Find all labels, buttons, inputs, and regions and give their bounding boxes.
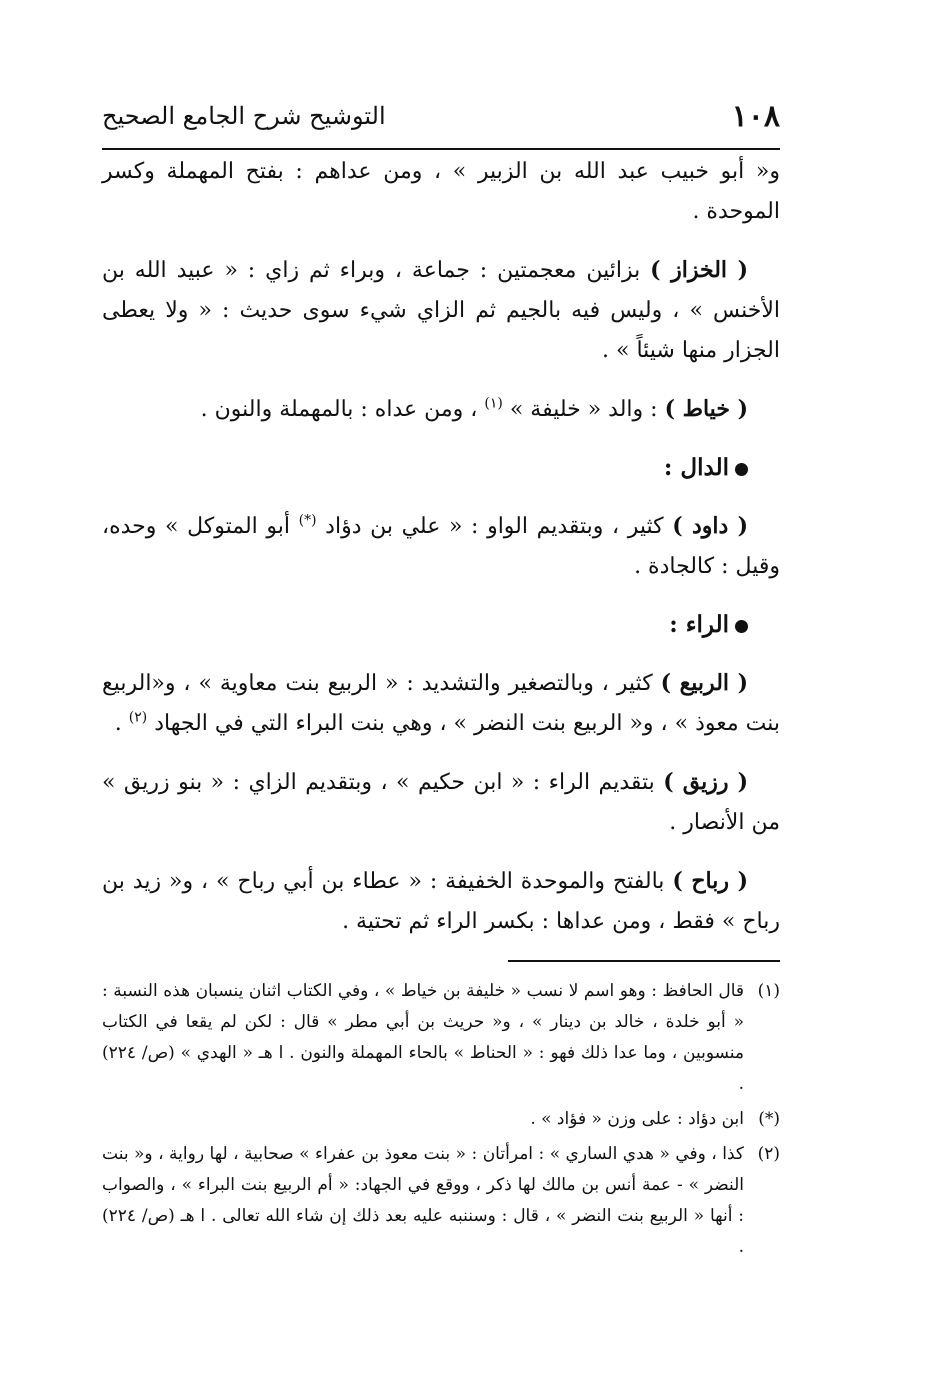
paragraph: و« أبو خبيب عبد الله بن الزبير » ، ومن عداهم : بفتح المهملة وكسر الموحدة . xyxy=(102,159,780,224)
footnote-mark: (١) xyxy=(757,981,780,1001)
footnote xyxy=(102,1104,780,1135)
footnote-text: كذا ، وفي « هدي الساري » : امرأتان : « بنت معوذ بن عفراء » صحابية ، لها رواية ، و« بنت النضر » - عمة أنس بن مالك لها ذكر ، ووقع في الجهاد: « أم الربيع بنت البراء » ، والصواب : أنها « الربيع بنت النضر » ، قال : وسننبه عليه بعد ذلك إن شاء الله تعالى . ا هـ (ص/ ٢٢٤) . xyxy=(102,1144,744,1257)
footnote-ref: (٢) xyxy=(128,709,148,726)
heading-label: الدال : xyxy=(663,454,729,481)
entry-term: ( الربيع ) xyxy=(660,670,749,696)
footnote xyxy=(102,976,780,1100)
footnotes xyxy=(102,976,780,1267)
footnote-mark: (*) xyxy=(758,1109,780,1129)
page-header xyxy=(102,92,780,140)
footnote-mark: (٢) xyxy=(757,1144,780,1164)
paragraph-ruzayq xyxy=(102,762,780,843)
entry-text: . xyxy=(114,711,129,736)
entry-text: بالفتح والموحدة الخفيفة : « عطاء بن أبي رباح » ، و« زيد بن رباح » فقط ، ومن عداها : بكسر الراء ثم تحتية . xyxy=(102,869,780,934)
section-heading-ra xyxy=(102,605,780,645)
entry-text: أبو المتوكل » وحده، وقيل : كالجادة . xyxy=(102,514,780,579)
footnote-text: ابن دؤاد : على وزن « فؤاد » . xyxy=(530,1109,744,1129)
entry-term: ( الخزاز ) xyxy=(650,257,748,283)
paragraph-rubayyi xyxy=(102,663,780,744)
entry-term: ( رباح ) xyxy=(672,868,748,894)
paragraph-khazzaz xyxy=(102,250,780,371)
bullet-icon xyxy=(735,620,748,633)
section-heading-dal xyxy=(102,448,780,488)
entry-term: ( داود ) xyxy=(672,513,748,539)
footnote-separator xyxy=(508,960,780,962)
entry-text: بتقديم الراء : « ابن حكيم » ، وبتقديم الزاي : « بنو زريق » من الأنصار . xyxy=(102,770,780,835)
footnote-ref: (١) xyxy=(484,395,503,412)
entry-term: ( خياط ) xyxy=(664,396,748,422)
paragraph-rabah xyxy=(102,861,780,942)
main-text xyxy=(102,152,780,960)
entry-text: بزائين معجمتين : جماعة ، وبراء ثم زاي : « عبيد الله بن الأخنس » ، وليس فيه بالجيم ثم الزاي شيء سوى حديث : « ولا يعطى الجزار منها شيئاً » . xyxy=(102,258,780,363)
entry-text: ، ومن عداه : بالمهملة والنون . xyxy=(200,397,485,422)
page-number: ١٠٨ xyxy=(731,98,780,134)
entry-term: ( رزيق ) xyxy=(663,769,749,795)
footnote-text: قال الحافظ : وهو اسم لا نسب « خليفة بن خياط » ، وفي الكتاب اثنان ينسبان هذه النسبة : « أبو خلدة ، خالد بن دينار » ، و« حريث بن أبي مطر » قال : لكن لم يقعا في الكتاب منسوبين ، وما عدا ذلك فهو : « الحناط » بالحاء المهملة والنون . ا هـ « الهدي » (ص/ ٢٢٤) . xyxy=(102,981,744,1094)
heading-label: الراء : xyxy=(669,611,729,638)
footnote-ref: (*) xyxy=(298,512,317,529)
bullet-icon xyxy=(735,463,748,476)
entry-text: كثير ، وبتقديم الواو : « علي بن دؤاد xyxy=(316,514,673,539)
paragraph-khayyat xyxy=(102,389,780,430)
entry-text: كثير ، وبالتصغير والتشديد : « الربيع بنت معاوية » ، و«الربيع بنت معوذ » ، و« الربيع بنت النضر » ، وهي بنت البراء التي في الجهاد xyxy=(102,671,780,736)
footnote xyxy=(102,1139,780,1263)
header-rule xyxy=(102,148,780,150)
running-title: التوشيح شرح الجامع الصحيح xyxy=(102,102,386,130)
entry-text: : والد « خليفة » xyxy=(502,397,665,422)
paragraph-dawud xyxy=(102,506,780,587)
